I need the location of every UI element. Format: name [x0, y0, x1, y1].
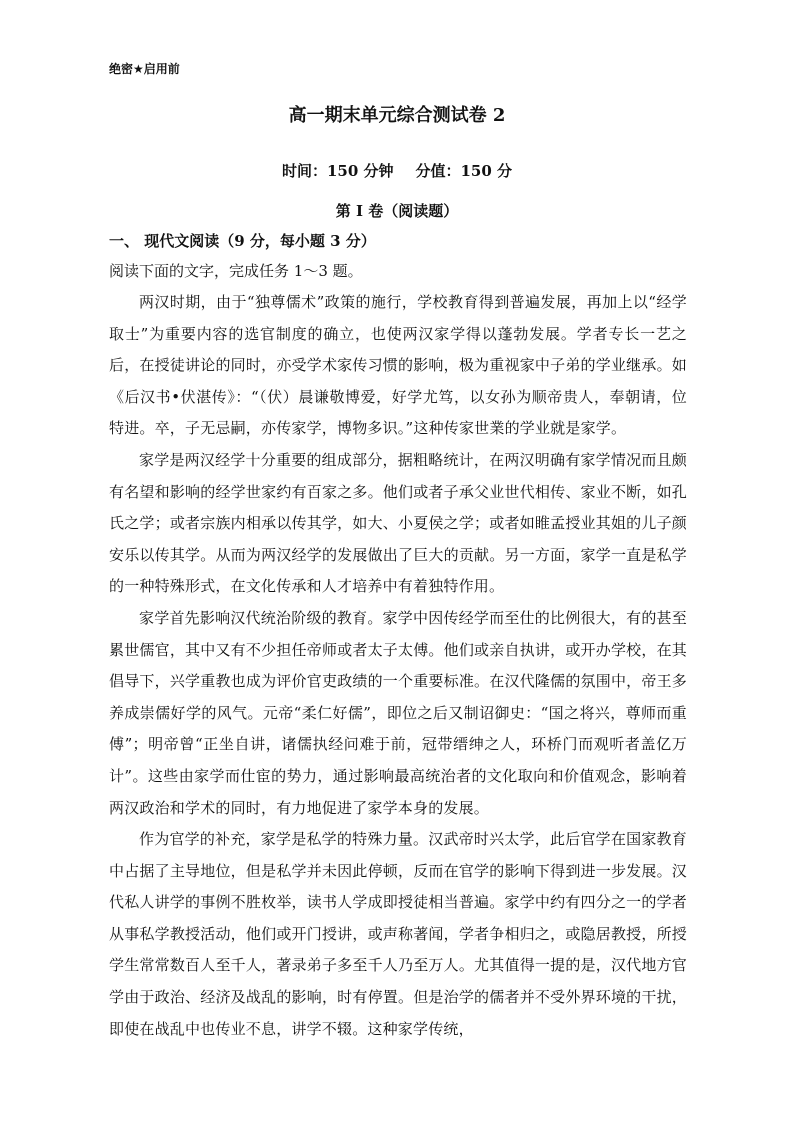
secret-label: 绝密★启用前	[109, 62, 180, 76]
passage-paragraph: 家学首先影响汉代统治阶级的教育。家学中因传经学而至仕的比例很大，有的甚至累世儒官，其中又有不少担任帝师或者太子太傅。他们或亲自执讲，或开办学校，在其倡导下，兴学重教也成为评价官吏政绩的一个重要标准。在汉代隆儒的氛围中，帝王多养成崇儒好学的风气。元帝“柔仁好儒”，即位之后又制诏御史：“国之将兴，尊师而重傅”；明帝曾“正坐自讲，诸儒执经问难于前，冠带缙绅之人，环桥门而观听者盖亿万计”。这些由家学而仕宦的势力，通过影响最高统治者的文化取向和价值观念，影响着两汉政治和学术的同时，有力地促进了家学本身的发展。	[109, 608, 687, 817]
volume-heading: 第 I 卷（阅读题）	[335, 202, 459, 220]
passage-paragraph: 家学是两汉经学十分重要的组成部分，据粗略统计，在两汉明确有家学情况而且颇有名望和影响的经学世家约有百家之多。他们或者子承父业世代相传、家业不断，如孔氏之学；或者宗族内相承以传其学，如大、小夏侯之学；或者如睢孟授业其姐的儿子颜安乐以传其学。从而为两汉经学的发展做出了巨大的贡献。另一方面，家学一直是私学的一种特殊形式，在文化传承和人才培养中有着独特作用。	[109, 450, 687, 596]
exam-time: 时间：150 分钟	[281, 162, 394, 180]
passage-paragraph: 两汉时期，由于“独尊儒术”政策的施行，学校教育得到普遍发展，再加上以“经学取士”为重要内容的选官制度的确立，也使两汉家学得以蓬勃发展。学者专长一艺之后，在授徒讲论的同时，亦受学术家传习惯的影响，极为重视家中子弟的学业继承。如《后汉书•伏湛传》：“（伏）晨谦敬博爱，好学尤笃，以女孙为顺帝贵人，奉朝请，位特进。卒，子无忌嗣，亦传家学，博物多识。”这种传家世業的学业就是家学。	[109, 293, 687, 438]
exam-title: 高一期末单元综合测试卷 2	[288, 105, 506, 126]
exam-meta	[0, 160, 794, 181]
section-instruction: 阅读下面的文字，完成任务 1～3 题。	[109, 262, 363, 280]
exam-score: 分值：150 分	[415, 162, 513, 180]
passage-paragraph: 作为官学的补充，家学是私学的特殊力量。汉武帝时兴太学，此后官学在国家教育中占据了主导地位，但是私学并未因此停顿，反而在官学的影响下得到进一步发展。汉代私人讲学的事例不胜枚举，读书人学成即授徒相当普遍。家学中约有四分之一的学者从事私学教授活动，他们或开门授讲，或声称著闻，学者争相归之，或隐居教授，所授学生常常数百人至千人，著录弟子多至千人乃至万人。尤其值得一提的是，汉代地方官学由于政治、经济及战乱的影响，时有停置。但是治学的儒者并不受外界环境的干扰，即使在战乱中也传业不息，讲学不辍。这种家学传统，	[109, 830, 687, 1038]
reading-passage	[109, 287, 687, 1045]
section-heading: 一、 现代文阅读（9 分，每小题 3 分）	[109, 232, 376, 250]
